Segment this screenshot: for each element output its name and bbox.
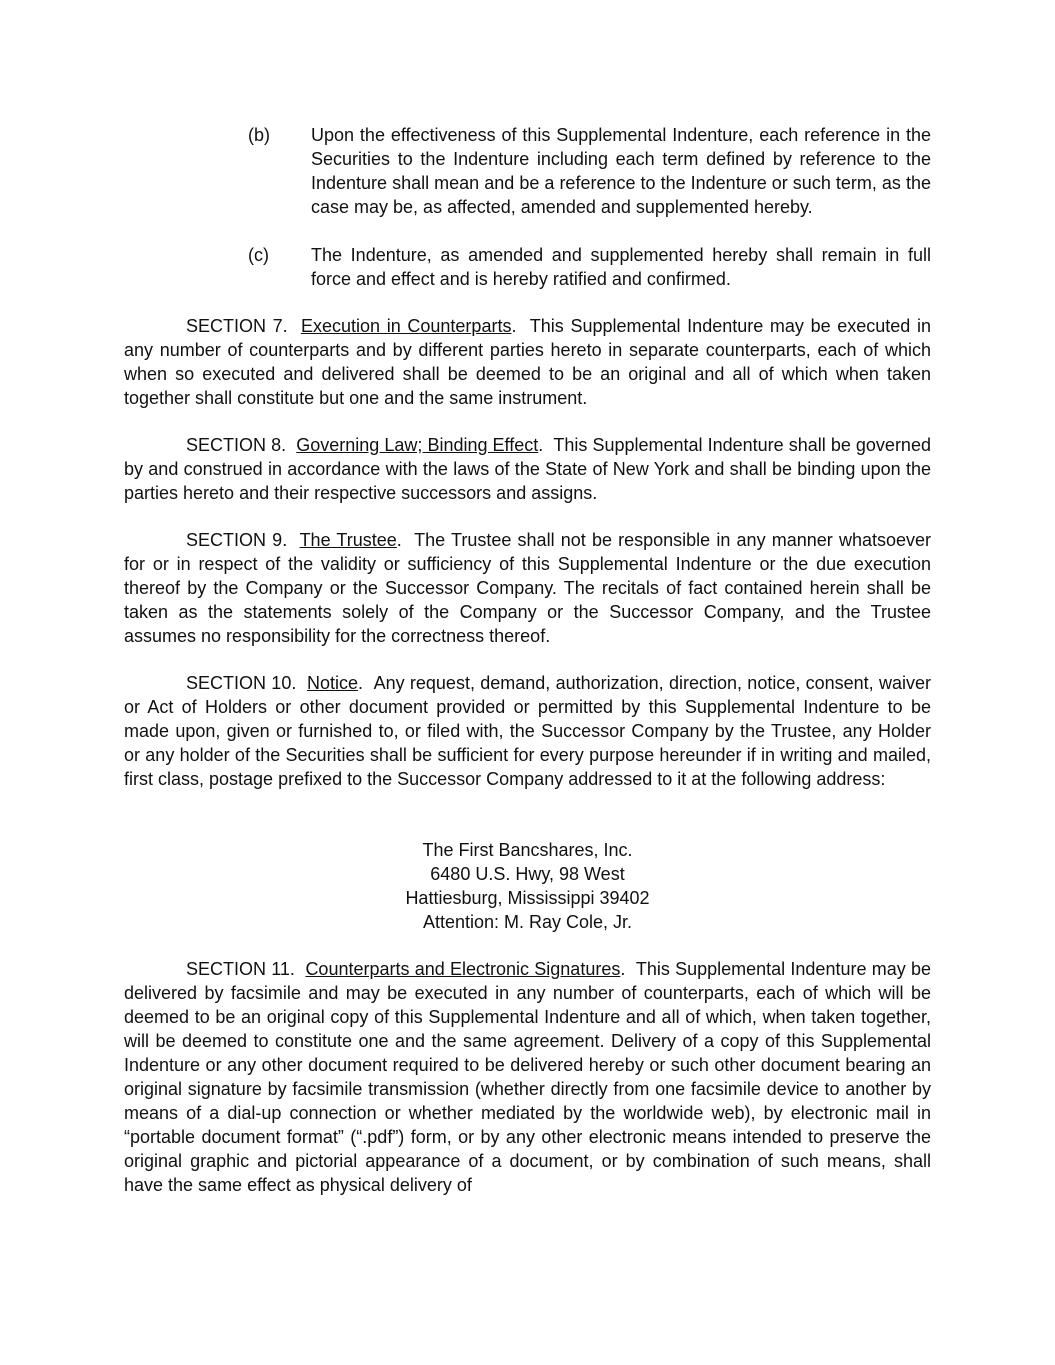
section-10: SECTION 10. Notice. Any request, demand, authorization, direction, notice, consent, waiver or Act of Holders or other document provided or permitted by this Supplemental Indenture to be made upon, given or furnished to, or filed with, the Successor Company by the Trustee, any Holder or any holder of the Securities shall be sufficient for every purpose hereunder if in writing and mailed, first class, postage prefixed to the Successor Company addressed to it at the following address: [124,673,932,789]
section-number: SECTION 9. [186,530,288,550]
list-item-text: The Indenture, as amended and supplemented hereby shall remain in full force and effect and is hereby ratified and confirmed. [311,245,931,289]
section-number: SECTION 10. [186,673,297,693]
section-7: SECTION 7. Execution in Counterparts. This Supplemental Indenture may be executed in any number of counterparts and by different parties hereto in separate counterparts, each of which when so executed and delivered shall be deemed to be an original and all of which when taken together shall constitute but one and the same instrument. [124,316,931,408]
address-line: Attention: M. Ray Cole, Jr. [422,912,633,932]
section-heading: The Trustee [299,530,397,550]
section-heading: Counterparts and Electronic Signatures [305,959,621,979]
section-heading: Governing Law; Binding Effect [296,435,539,455]
address-line: Hattiesburg, Mississippi 39402 [405,888,650,908]
section-heading: Execution in Counterparts [301,316,512,336]
mailing-address [124,838,931,934]
section-body: Any request, demand, authorization, direction, notice, consent, waiver or Act of Holders or other document provided or permitted by this Supplemental Indenture to be made upon, given or furnished to, or filed with, the Successor Company by the Trustee, any Holder or any holder of the Securities shall be sufficient for every purpose hereunder if in writing and mailed, first class, postage prefixed to the Successor Company addressed to it at the following address: [124,673,932,789]
section-number: SECTION 7. [186,316,288,336]
section-8: SECTION 8. Governing Law; Binding Effect. This Supplemental Indenture shall be governed by and construed in accordance with the laws of the State of New York and shall be binding upon the parties hereto and their respective successors and assigns. [124,435,931,503]
section-body: The Trustee shall not be responsible in any manner whatsoever for or in respect of the validity or sufficiency of this Supplemental Indenture or the due execution thereof by the Company or the Successor Company. The recitals of fact contained herein shall be taken as the statements solely of the Company or the Successor Company, and the Trustee assumes no responsibility for the correctness thereof. [124,530,931,646]
address-line: 6480 U.S. Hwy, 98 West [430,864,625,884]
section-heading: Notice [306,673,358,693]
section-body: This Supplemental Indenture may be delivered by facsimile and may be executed in any number of counterparts, each of which will be deemed to be an original copy of this Supplemental Indenture and all of which, when taken together, will be deemed to constitute one and the same agreement. Delivery of a copy of this Supplemental Indenture or any other document required to be delivered hereby or such other document bearing an original signature by facsimile transmission (whether directly from one facsimile device to another by means of a dial-up connection or whether mediated by the worldwide web), by electronic mail in “portable document format” (“.pdf”) form, or by any other electronic means intended to preserve the original graphic and pictorial appearance of a document, or by combination of such means, shall have the same effect as physical delivery of [124,959,931,1195]
section-number: SECTION 11. [186,959,295,979]
list-marker: (c) [248,245,269,265]
address-line: The First Bancshares, Inc. [422,840,633,860]
section-9: SECTION 9. The Trustee. The Trustee shall not be responsible in any manner whatsoever for or in respect of the validity or sufficiency of this Supplemental Indenture or the due execution thereof by the Company or the Successor Company. The recitals of fact contained herein shall be taken as the statements solely of the Company or the Successor Company, and the Trustee assumes no responsibility for the correctness thereof. [124,530,931,646]
list-marker: (b) [248,125,270,145]
section-body: This Supplemental Indenture may be executed in any number of counterparts and by different parties hereto in separate counterparts, each of which when so executed and delivered shall be deemed to be an original and all of which when taken together shall constitute but one and the same instrument. [124,316,931,408]
section-number: SECTION 8. [186,435,287,455]
section-body: This Supplemental Indenture shall be governed by and construed in accordance with the laws of the State of New York and shall be binding upon the parties hereto and their respective successors and assigns. [124,435,931,503]
section-11: SECTION 11. Counterparts and Electronic Signatures. This Supplemental Indenture may be delivered by facsimile and may be executed in any number of counterparts, each of which will be deemed to be an original copy of this Supplemental Indenture and all of which, when taken together, will be deemed to constitute one and the same agreement. Delivery of a copy of this Supplemental Indenture or any other document required to be delivered hereby or such other document bearing an original signature by facsimile transmission (whether directly from one facsimile device to another by means of a dial-up connection or whether mediated by the worldwide web), by electronic mail in “portable document format” (“.pdf”) form, or by any other electronic means intended to preserve the original graphic and pictorial appearance of a document, or by combination of such means, shall have the same effect as physical delivery of [124,959,931,1195]
list-item-text: Upon the effectiveness of this Supplemental Indenture, each reference in the Securities to the Indenture including each term defined by reference to the Indenture shall mean and be a reference to the Indenture or such term, as the case may be, as affected, amended and supplemented hereby. [311,125,931,217]
